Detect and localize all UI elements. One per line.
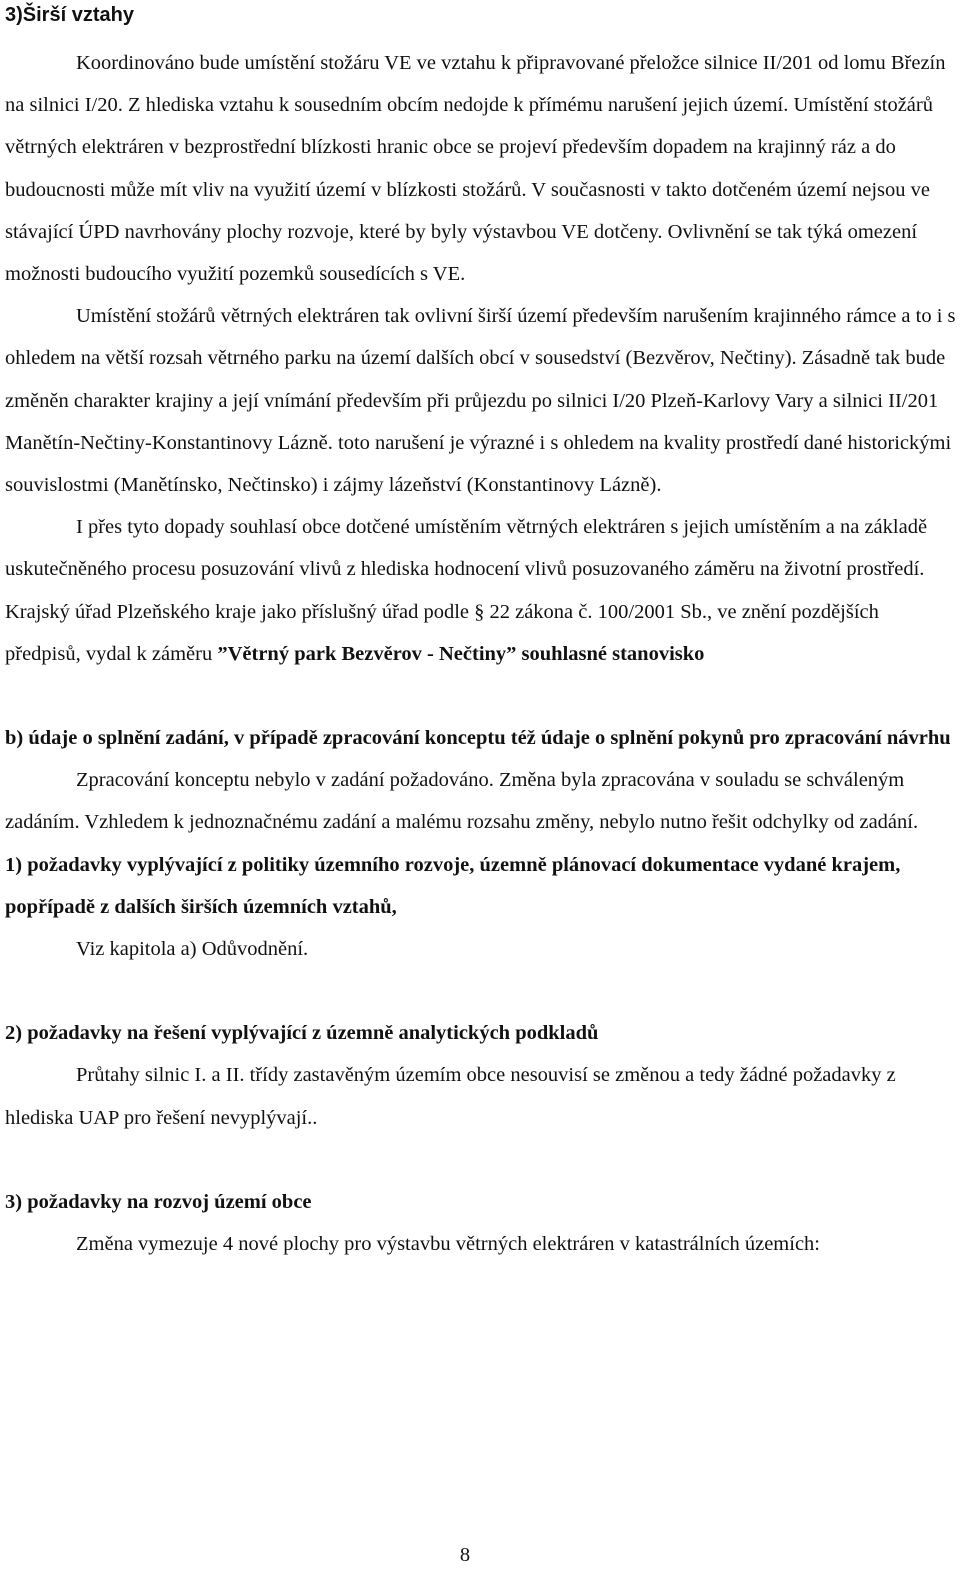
paragraph-1: Viz kapitola a) Odůvodnění. (76, 938, 309, 961)
section-heading-2: 2) požadavky na řešení vyplývající z územně analytických podkladů (5, 1022, 599, 1045)
paragraph-2: Průtahy silnic I. a II. třídy zastavěným územím obce nesouvisí se změnou a tedy žádné požadavky z hlediska UAP pro řešení nevyplývají.. (5, 1064, 896, 1129)
paragraph-broader-2: Umístění stožárů větrných elektráren tak ovlivní širší území především narušením krajinného rámce a to i s ohledem na větší rozsah větrného parku na území dalších obcí v sousedství (Bezvěrov, Nečtiny). Zásadně tak bude změněn charakter krajiny a její vnímání především při průjezdu po silnici I/20 Plzeň-Karlovy Vary a silnici II/201 Manětín-Nečtiny-Konstantinovy Lázně. toto narušení je výrazné i s ohledem na kvality prostředí dané historickými souvislostmi (Manětínsko, Nečtinsko) i zájmy lázeňství (Konstantinovy Lázně). (5, 305, 956, 497)
paragraph-broader-3 (0, 506, 960, 675)
spacer (0, 675, 960, 717)
paragraph-broader-3-start: I přes tyto dopady souhlasí obce dotčené umístěním větrných elektráren s jejich umístěním a na základě uskutečněného procesu posuzování vlivů z hlediska hodnocení vlivů posuzovaného záměru na životní prostředí. Krajský úřad Plzeňského kraje jako příslušný úřad podle (5, 516, 928, 623)
spacer (0, 970, 960, 1012)
paragraph-broader-1: Koordinováno bude umístění stožáru VE ve vztahu k připravované přeložce silnice II/201 od lomu Březín na silnici I/20. Z hlediska vztahu k sousedním obcím nedojde k přímému narušení jejich území. Umístění stožárů větrných elektráren v bezprostřední blízkosti hranic obce se projeví především dopadem na krajinný ráz a do budoucnosti může mít vliv na využití území v blízkosti stožárů. V současnosti v takto dotčeném území nejsou ve stávající ÚPD navrhovány plochy rozvoje, které by byly výstavbou VE dotčeny. Ovlivnění se tak týká omezení možnosti budoucího využití pozemků sousedících s VE. (5, 52, 946, 286)
paragraph-3: Změna vymezuje 4 nové plochy pro výstavbu větrných elektráren v katastrálních územích: (76, 1233, 820, 1256)
paragraph-broader-3-mid: 22 zákona č. 100/2001 Sb., ve znění pozdějších předpisů, vydal k záměru (5, 600, 879, 665)
spacer (0, 1139, 960, 1181)
paragraph-broader-3-bold: ”Větrný park Bezvěrov - Nečtiny” souhlasné stanovisko (217, 642, 705, 665)
paragraph-b: Zpracování konceptu nebylo v zadání požadováno. Změna byla zpracována v souladu se schváleným zadáním. Vzhledem k jednoznačnému zadání a malému rozsahu změny, nebylo nutno řešit odchylky od zadání. (5, 769, 919, 834)
section-heading-3: 3) požadavky na rozvoj území obce (5, 1190, 312, 1213)
section-heading-broader-relations: 3)Širší vztahy (5, 4, 134, 26)
section-heading-b: b) údaje o splnění zadání, v případě zpracování konceptu též údaje o splnění pokynů pro zpracování návrhu (5, 727, 951, 750)
page-number: 8 (459, 1544, 471, 1566)
section-heading-1: 1) požadavky vyplývající z politiky územního rozvoje, územně plánovací dokumentace vydané krajem, popřípadě z dalších širších územních vztahů, (5, 853, 901, 918)
section-sign: § (474, 600, 485, 623)
